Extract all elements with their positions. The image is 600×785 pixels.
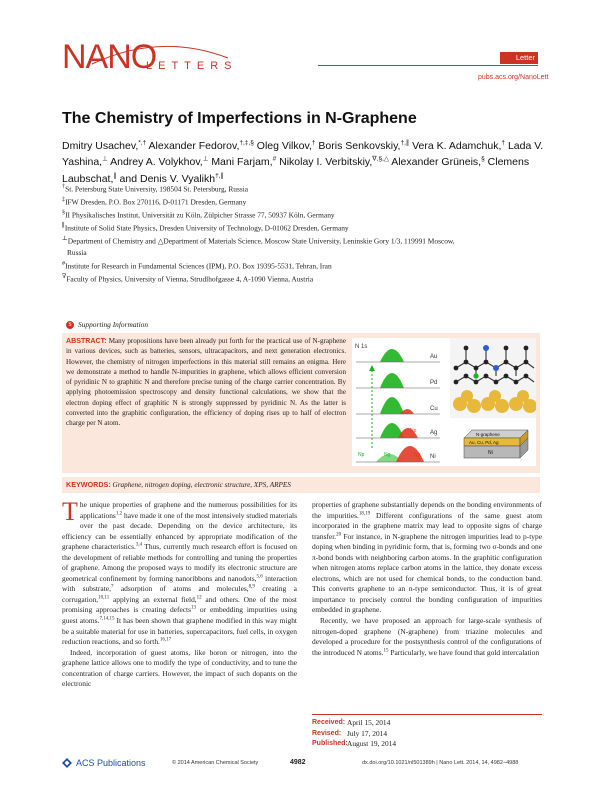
toc-graphic	[352, 338, 536, 466]
stack-label-ngraphene: N-graphene	[476, 432, 500, 437]
acs-logo-icon	[62, 758, 72, 768]
body-column-left	[62, 497, 297, 690]
supporting-info-icon: S	[66, 321, 74, 329]
marker-ng-2: Ng	[414, 452, 421, 458]
element-label-ni: Ni	[430, 454, 436, 460]
date-value: August 19, 2014	[347, 739, 397, 748]
supporting-info-label: Supporting Information	[78, 320, 149, 329]
date-label: Revised:	[312, 729, 342, 737]
affiliation-line: Russia	[67, 248, 87, 258]
author-name: Mani Farjam,#	[211, 155, 277, 169]
element-label-cu: Cu	[430, 406, 438, 412]
header-rule	[318, 65, 538, 66]
author-list	[62, 136, 547, 186]
marker-ng-1: Ng	[384, 452, 391, 458]
journal-url-link[interactable]: pubs.acs.org/NanoLett	[478, 74, 549, 81]
dropcap: T	[62, 497, 78, 526]
article-type-badge: Letter	[500, 52, 538, 64]
author-name: Alexander Fedorov,†,‡,§	[148, 139, 254, 152]
keywords-bar	[62, 477, 540, 493]
journal-header	[0, 0, 600, 100]
affiliation-line: †St. Petersburg State University, 198504 St. Petersburg, Russia	[62, 184, 249, 194]
affiliation-line: §II Physikalisches Institut, Universität zu Köln, Zülpicher Strasse 77, 50937 Köln, Germany	[62, 210, 335, 220]
toc-graphic-svg	[352, 338, 536, 466]
keywords-label: KEYWORDS:	[66, 480, 111, 489]
abstract-body: Many propositions have been already put forth for the practical use of N-graphene in various devices, such as batteries, sensors, ultracapacitors, and next generation electronics. However, the chemistry of nitrogen imperfections in this material still remains an enigma. Here we demonstrate a method to handle N-impurities in graphene, which allows efficient conversion of pyridinic N to graphitic N and therefore precise tuning of the charge carrier concentration. By applying photoemission spectroscopy and density functional calculations, we show that the electron doping effect of graphitic N is strongly suppressed by pyridinic N. As the latter is converted into the graphitic configuration, the efficiency of doping rises up to half of electron charge per N atom.	[66, 337, 346, 428]
author-name: Nikolay I. Verbitskiy,∇,§,△	[279, 155, 389, 169]
article-title: The Chemistry of Imperfections in N-Graphene	[62, 110, 417, 127]
date-value: April 15, 2014	[347, 718, 391, 727]
body-column-right	[312, 500, 542, 658]
page-number: 4982	[290, 759, 306, 766]
affiliation-line: ∇Faculty of Physics, University of Vienna, Strudlhofgasse 4, A-1090 Vienna, Austria	[62, 273, 314, 284]
affiliation-line: ∥Institute of Solid State Physics, Dresden University of Technology, D-01062 Dresden, Germany	[62, 223, 349, 233]
marker-np-1: Np	[410, 428, 417, 434]
element-label-au: Au	[430, 354, 438, 360]
affiliation-line: #Institute for Research in Fundamental Sciences (IPM), P.O. Box 19395-5531, Tehran, Iran	[62, 260, 332, 271]
author-name: Oleg Vilkov,†	[256, 139, 316, 152]
date-value: July 17, 2014	[347, 728, 388, 738]
spectrum-label: N 1s	[355, 344, 368, 350]
body-right-paragraph-2: Recently, we have proposed an approach for large-scale synthesis of nitrogen-doped graphene (N-graphene) from triazine molecules and developed a procedure for the postsynthesis control of the configurations of the introduced N atoms.$^{15}$ Particularly, we have found that gold intercalation	[312, 616, 542, 657]
nitrogen-atom-2	[493, 365, 499, 371]
affiliation-line: ‡IFW Dresden, P.O. Box 270116, D-01171 Dresden, Germany	[62, 197, 247, 207]
author-name: Clemens Laubschat,∥	[62, 156, 530, 185]
date-row	[312, 739, 542, 750]
abstract-text	[66, 336, 346, 429]
marker-np-2: Np	[358, 452, 365, 458]
doi-citation[interactable]: dx.doi.org/10.1021/nl501389h | Nano Lett. 2014, 14, 4982−4988	[362, 760, 519, 766]
dates-rule	[312, 714, 542, 715]
author-name: Andrey A. Volykhov,⊥	[110, 155, 209, 169]
stack-label-metal: Au, Cu, Pd, Ag	[469, 440, 499, 445]
author-name: and Denis V. Vyalikh†,∥	[119, 172, 224, 185]
body-right-paragraph-1: properties of graphene substantially depends on the bonding environments of the impurities.$^{18,19}$ Different configurations of the same guest atom incorporated in the graphene matrix may lead to opposite signs of charge transfer.$^{20}$ For instance, in N-graphene the nitrogen impurities lead to p-type doping when binding in pyridinic form, that is, forming two σ-bonds and one π-bond bonds with neighboring carbon atoms. In the graphitic configuration when nitrogen atoms replace carbon atoms in the lattice, they donate excess electrons, which are not used for chemical bonds, to the conduction band. This converts graphene to an n-type semiconductor. Thus, it is of great importance to precisely control the bonding configuration of impurities embedded in graphene.	[312, 500, 543, 615]
author-name: Lada V. Yashina,⊥	[62, 139, 544, 169]
author-name: Boris Senkovskiy,†,∥	[318, 139, 410, 152]
nitrogen-atom-1	[483, 345, 489, 351]
affiliation-line: ⊥Department of Chemistry and △Department of Materials Science, Moscow State University, Leninskie Gory 1/3, 119991 Moscow,	[62, 236, 455, 246]
element-label-ag: Ag	[430, 430, 438, 436]
journal-logo-letters: LETTERS	[146, 60, 238, 72]
date-label: Published:	[312, 740, 348, 747]
page-footer	[62, 756, 542, 774]
element-label-pd: Pd	[430, 380, 438, 386]
author-name: Alexander Grüneis,§	[391, 155, 485, 169]
body-left-paragraph-1: The unique properties of graphene and the numerous possibilities for its applications$^{1,2}$ have made it one of the most intensively studied materials over the past decade. Depending on the device architecture, its efficiency can be essentially enhanced by appropriate modification of the graphene characteristics.$^{3,4}$ Thus, currently much research effort is focused on the development of reliable methods for controlling and tuning the properties of graphene. Among the proposed ways to modify its electronic structure are geometrical confinement by forming nanoribbons and nanodots,$^{5,6}$ interaction with substrate,$^7$ adsorption of atoms and molecules,$^{8,9}$ creating a corrugation,$^{10,11}$ applying an external field,$^{12}$ and others. One of the most promising approaches is creating defects$^{13}$ or embedding impurities using guest atoms.$^{7,14,15}$ It has been shown that graphene modified in this way might be a suitable material for use in batteries, supercapacitors, fuel cells, in oxygen reduction reactions, and so forth.$^{16,17}$	[62, 497, 297, 647]
date-row	[312, 718, 542, 729]
date-label: Received:	[312, 719, 346, 726]
abstract-label: ABSTRACT:	[66, 337, 107, 345]
keywords-list: Graphene, nitrogen doping, electronic structure, XPS, ARPES	[112, 481, 291, 489]
copyright-notice: © 2014 American Chemical Society	[172, 760, 259, 766]
stack-label-ni: Ni	[488, 450, 493, 456]
date-row	[312, 729, 542, 740]
body-left-paragraph-2: Indeed, incorporation of guest atoms, like boron or nitrogen, into the graphene lattice allows one to modify the type of conductivity, and to tune the concentration of charge carriers. However, the impact of such dopants on the electronic	[62, 647, 297, 689]
publication-dates	[312, 714, 542, 750]
affiliation-list	[62, 182, 542, 285]
journal-logo-nano: NANO	[62, 38, 157, 76]
supporting-info-link[interactable]	[66, 320, 148, 329]
layer-stack	[464, 430, 528, 458]
highlighted-atom	[473, 373, 478, 378]
author-name: Vera K. Adamchuk,†	[412, 139, 506, 152]
author-name: Dmitry Usachev,*,†	[62, 139, 147, 152]
publisher-name: ACS Publications	[76, 758, 146, 768]
